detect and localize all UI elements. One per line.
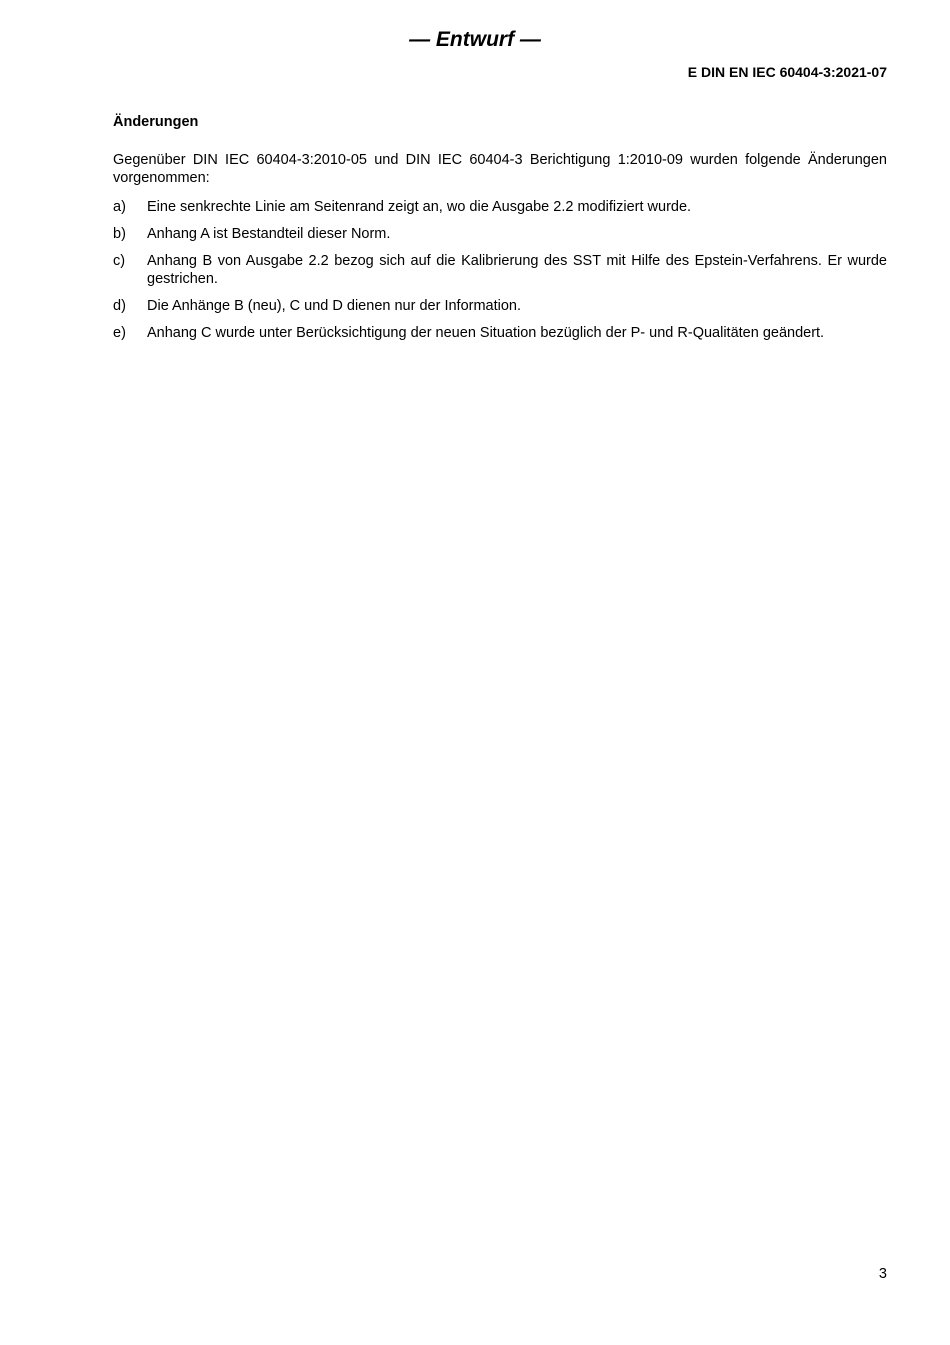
list-marker: b) (113, 226, 126, 242)
page-number: 3 (878, 1266, 887, 1282)
section-title: Änderungen (113, 114, 199, 130)
draft-banner: — Entwurf — (409, 28, 541, 51)
list-item (113, 252, 887, 288)
list-item-text: Anhang B von Ausgabe 2.2 bezog sich auf die Kalibrierung des SST mit Hilfe des Epstein-Verfahrens. Er wurde gestrichen. (147, 253, 887, 287)
list-item-text: Anhang A ist Bestandteil dieser Norm. (147, 226, 391, 242)
list-marker: a) (113, 199, 126, 215)
list-item (113, 225, 887, 243)
list-item (113, 198, 887, 216)
list-item (113, 297, 887, 315)
list-item-text: Anhang C wurde unter Berücksichtigung der neuen Situation bezüglich der P- und R-Qualitäten geändert. (147, 325, 825, 341)
list-marker: c) (113, 253, 126, 269)
list-marker: e) (113, 325, 126, 341)
list-item-text: Eine senkrechte Linie am Seitenrand zeigt an, wo die Ausgabe 2.2 modifiziert wurde. (147, 199, 692, 215)
intro-paragraph: Gegenüber DIN IEC 60404-3:2010-05 und DIN IEC 60404-3 Berichtigung 1:2010-09 wurden folgende Änderungen vorgenommen: (113, 152, 887, 186)
document-id: E DIN EN IEC 60404-3:2021-07 (687, 64, 887, 80)
list-marker: d) (113, 298, 126, 314)
list-item-text: Die Anhänge B (neu), C und D dienen nur der Information. (147, 298, 522, 314)
list-item (113, 324, 887, 342)
change-list (113, 198, 887, 351)
